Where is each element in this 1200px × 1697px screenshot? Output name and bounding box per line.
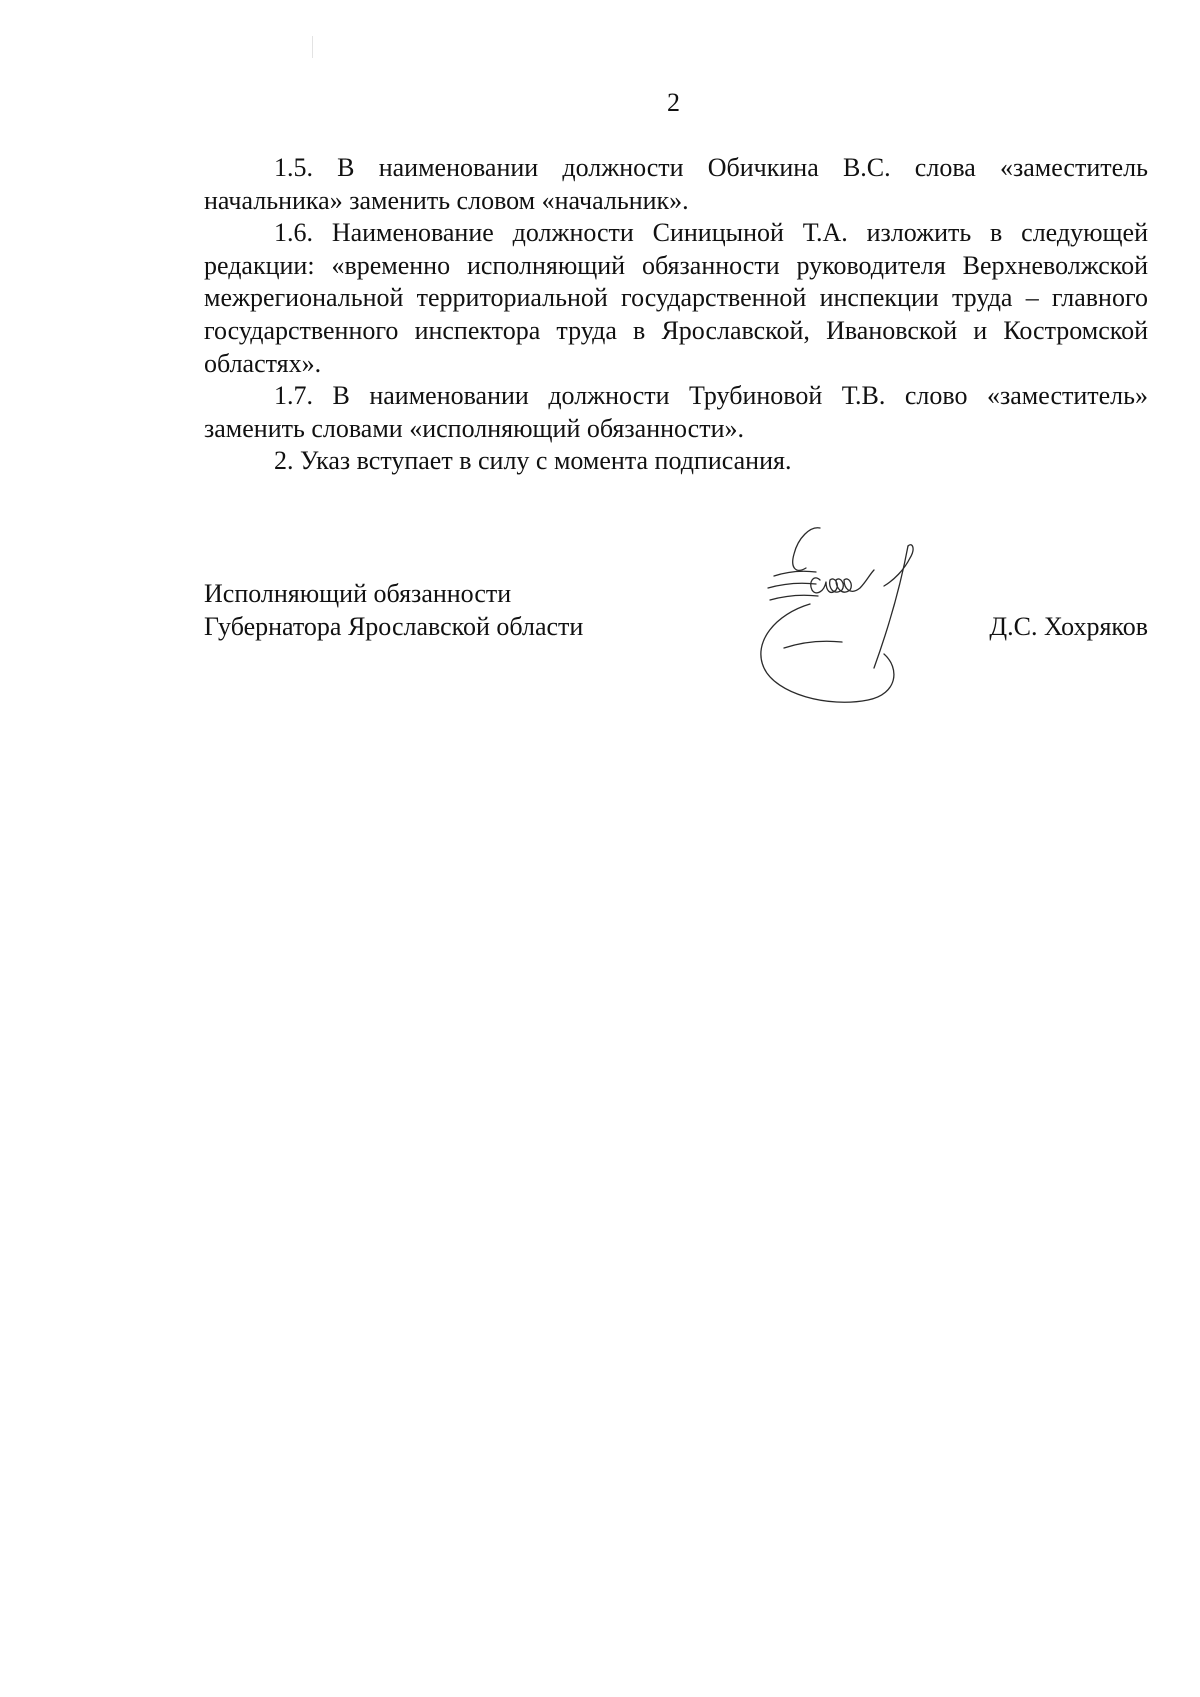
paragraph-2: 2. Указ вступает в силу с момента подписания. <box>274 446 792 476</box>
paragraph-1-5: 1.5. В наименовании должности Обичкина В.С. слова «заместитель начальника» заменить словом «начальник». <box>204 153 1148 215</box>
paragraph-1-6: 1.6. Наименование должности Синицыной Т.А. изложить в следующей редакции: «временно исполняющий обязанности руководителя Верхневолжской межрегиональной территориальной государственной инспекции труда – главного государственного инспектора труда в Ярославской, Ивановской и Костромской областях». <box>204 218 1148 378</box>
handwritten-signature <box>724 518 964 718</box>
document-body <box>204 152 1148 478</box>
signatory-position-line-1: Исполняющий обязанности <box>204 579 512 608</box>
signatory-position <box>204 578 583 643</box>
scan-artifact <box>312 36 313 58</box>
signature-icon <box>724 518 964 718</box>
signatory-name: Д.С. Хохряков <box>989 611 1148 641</box>
signatory-position-line-2: Губернатора Ярославской области <box>204 611 584 641</box>
signature-block <box>204 578 1148 738</box>
page-number: 2 <box>667 88 680 117</box>
paragraph-1-7: 1.7. В наименовании должности Трубиновой Т.В. слово «заместитель» заменить словами «исполняющий обязанности». <box>204 381 1148 443</box>
